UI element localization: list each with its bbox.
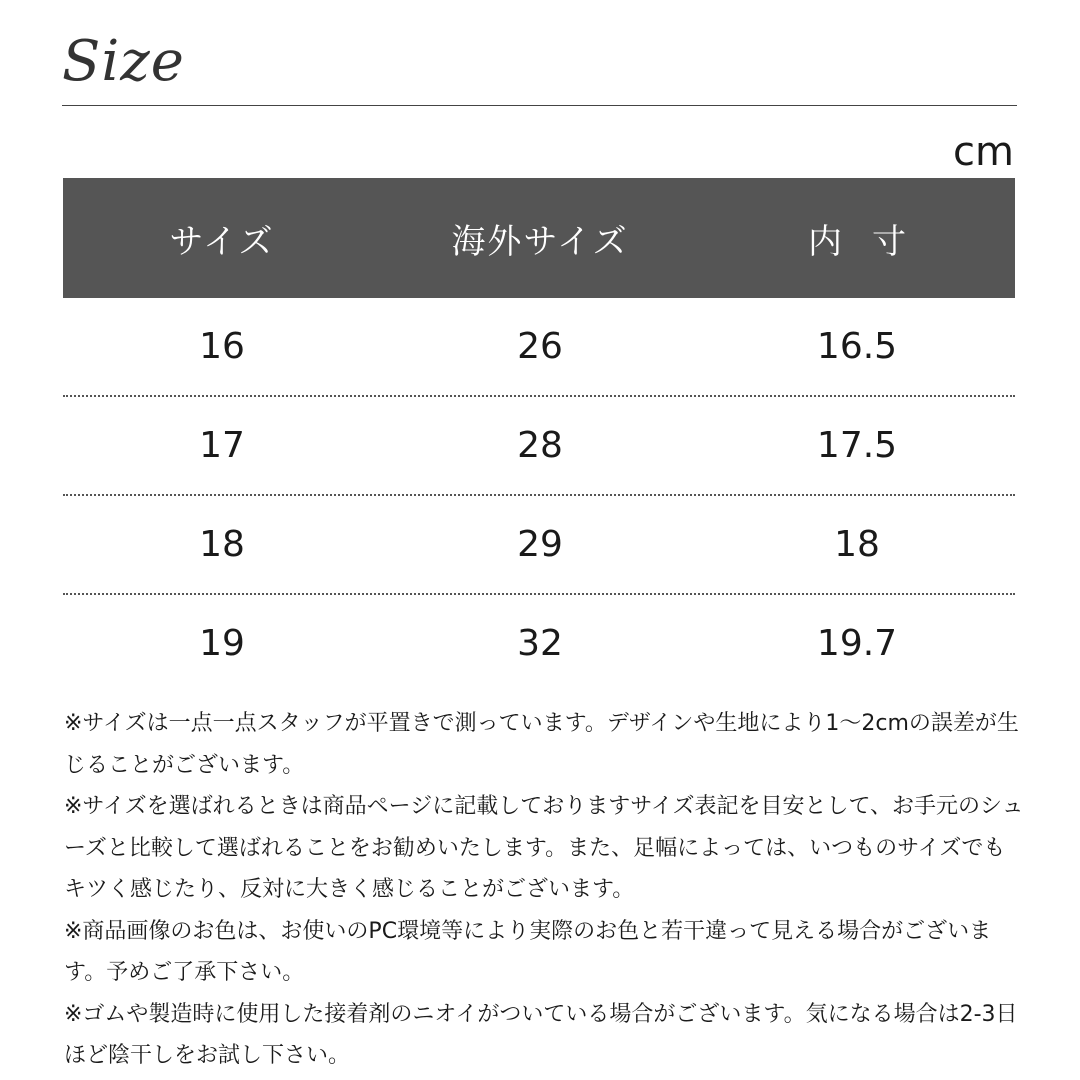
cell-size: 16	[199, 326, 245, 367]
cell-overseas-size: 26	[517, 326, 563, 367]
cell-inner-length: 17.5	[816, 425, 898, 466]
notes-section	[64, 703, 1024, 1077]
note-color: ※商品画像のお色は、お使いのPC環境等により実際のお色と若干違って見える場合がございます。予めご了承下さい。	[64, 918, 992, 985]
note-size-selection: ※サイズを選ばれるときは商品ページに記載しておりますサイズ表記を目安として、お手元のシューズと比較して選ばれることをお勧めいたします。また、足幅によっては、いつものサイズでもキツく感じたり、反対に大きく感じることがございます。	[64, 794, 1024, 902]
cell-inner-length: 18	[834, 524, 880, 565]
header-overseas-size: 海外サイズ	[451, 221, 629, 262]
header-size: サイズ	[169, 221, 275, 262]
table-row	[63, 496, 1015, 595]
cell-inner-length: 16.5	[816, 326, 898, 367]
cell-size: 17	[199, 425, 245, 466]
table-row	[63, 595, 1015, 692]
size-table-header	[63, 178, 1015, 298]
cell-overseas-size: 29	[517, 524, 563, 565]
note-odor: ※ゴムや製造時に使用した接着剤のニオイがついている場合がございます。気になる場合は2-3日ほど陰干しをお試し下さい。	[64, 1001, 1018, 1068]
table-row	[63, 298, 1015, 397]
cell-size: 19	[199, 623, 245, 664]
unit-label: cm	[953, 129, 1014, 175]
title-divider	[62, 105, 1017, 106]
note-measurement: ※サイズは一点一点スタッフが平置きで測っています。デザインや生地により1〜2cmの誤差が生じることがございます。	[64, 711, 1019, 778]
cell-size: 18	[199, 524, 245, 565]
size-table-body	[63, 298, 1015, 692]
header-inner-length: 内寸	[808, 221, 936, 262]
cell-overseas-size: 28	[517, 425, 563, 466]
cell-overseas-size: 32	[517, 623, 563, 664]
table-row	[63, 397, 1015, 496]
page-title: Size	[62, 29, 185, 94]
cell-inner-length: 19.7	[816, 623, 898, 664]
